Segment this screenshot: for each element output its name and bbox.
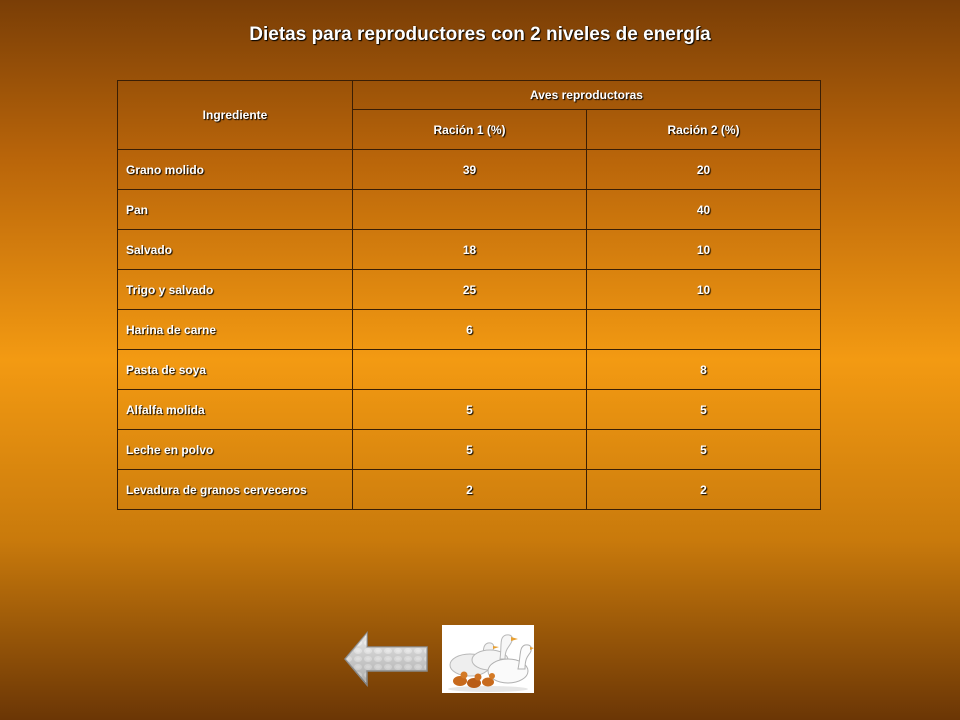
table-row: [118, 310, 821, 350]
racion-2-cell: 5: [587, 430, 821, 470]
ingredient-cell: Grano molido: [118, 150, 353, 190]
racion-1-cell: [353, 350, 587, 390]
header-racion-1: Ración 1 (%): [353, 110, 587, 150]
page-title: Dietas para reproductores con 2 niveles de energía: [249, 24, 711, 45]
table-row: [118, 270, 821, 310]
racion-2-cell: 5: [587, 390, 821, 430]
ingredient-cell: Harina de carne: [118, 310, 353, 350]
diet-table: [117, 80, 821, 510]
header-ingredient: Ingrediente: [118, 81, 353, 150]
racion-1-cell: [353, 190, 587, 230]
racion-1-cell: 5: [353, 390, 587, 430]
racion-2-cell: 10: [587, 270, 821, 310]
arrow-left-icon: [343, 631, 429, 687]
table-row: [118, 470, 821, 510]
ingredient-cell: Pasta de soya: [118, 350, 353, 390]
back-button[interactable]: [343, 631, 429, 687]
racion-2-cell: [587, 310, 821, 350]
racion-1-cell: 25: [353, 270, 587, 310]
racion-2-cell: 20: [587, 150, 821, 190]
ducks-icon: [442, 625, 534, 693]
header-aves-reproductoras: Aves reproductoras: [353, 81, 821, 110]
racion-1-cell: 39: [353, 150, 587, 190]
ingredient-cell: Pan: [118, 190, 353, 230]
table-row: [118, 230, 821, 270]
racion-1-cell: 18: [353, 230, 587, 270]
table-row: [118, 150, 821, 190]
ducks-illustration: [442, 625, 534, 693]
racion-2-cell: 8: [587, 350, 821, 390]
ingredient-cell: Levadura de granos cerveceros: [118, 470, 353, 510]
racion-1-cell: 5: [353, 430, 587, 470]
ingredient-cell: Trigo y salvado: [118, 270, 353, 310]
ingredient-cell: Leche en polvo: [118, 430, 353, 470]
racion-2-cell: 40: [587, 190, 821, 230]
table-row: [118, 390, 821, 430]
header-racion-2: Ración 2 (%): [587, 110, 821, 150]
racion-2-cell: 2: [587, 470, 821, 510]
racion-2-cell: 10: [587, 230, 821, 270]
table-row: [118, 190, 821, 230]
ingredient-cell: Alfalfa molida: [118, 390, 353, 430]
racion-1-cell: 2: [353, 470, 587, 510]
table-row: [118, 430, 821, 470]
table-row: [118, 350, 821, 390]
ingredient-cell: Salvado: [118, 230, 353, 270]
racion-1-cell: 6: [353, 310, 587, 350]
